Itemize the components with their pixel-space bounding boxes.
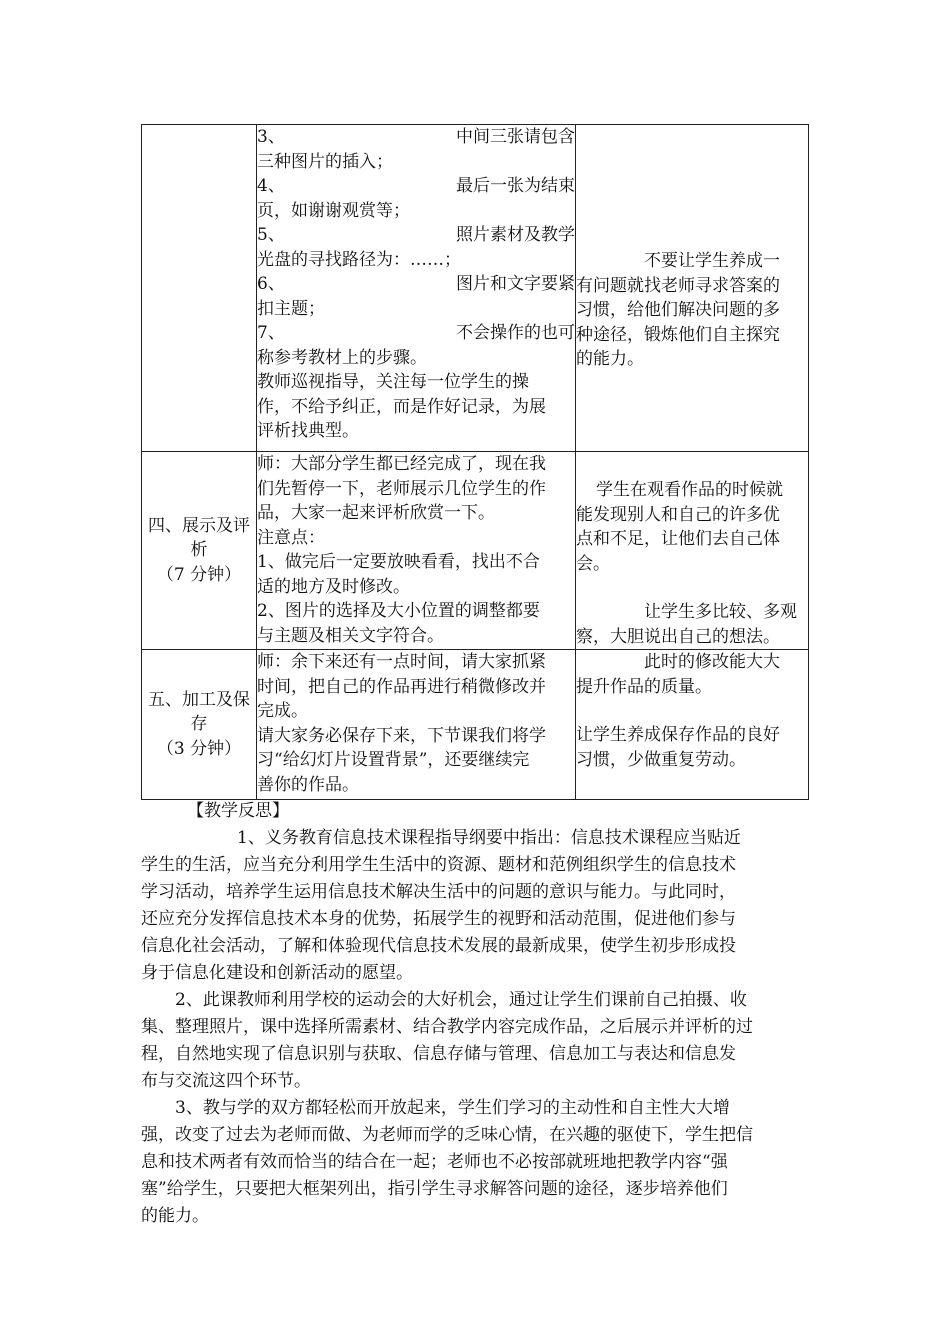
activity-line: 请大家务必保存下来，下节课我们将学 <box>257 725 546 746</box>
note-cell <box>576 452 809 650</box>
stage-title: 析 <box>190 540 208 561</box>
note-line: 的能力。 <box>576 349 644 369</box>
note-line: 能发现别人和自己的许多优 <box>576 504 780 525</box>
table-row <box>142 452 809 650</box>
paragraph <box>141 825 811 987</box>
lesson-plan-table <box>141 124 809 800</box>
text-line: 程，自然地实现了信息识别与获取、信息存储与管理、信息加工与表达和信息发 <box>141 1044 736 1064</box>
activity-line: 习“给幻灯片设置背景”，还要继续完 <box>257 750 530 770</box>
text-line: 信息化社会活动，了解和体验现代信息技术发展的最新成果，使学生初步形成投 <box>141 936 736 956</box>
note-line: 此时的修改能大大 <box>644 652 780 672</box>
text-line: 的能力。 <box>141 1206 209 1226</box>
activity-line: 时间，把自己的作品再进行稍微修改并 <box>257 676 546 697</box>
text-line: 集、整理照片，课中选择所需素材、结合教学内容完成作品，之后展示并评析的过 <box>141 1017 753 1037</box>
activity-line: 们先暂停一下，老师展示几位学生的作 <box>257 478 546 499</box>
activity-line: 1、做完后一定要放映看看，找出不合 <box>257 552 540 572</box>
text-line: 息和技术两者有效而恰当的结合在一起；老师也不必按部就班地把教学内容“强 <box>141 1152 728 1172</box>
activity-cell <box>257 452 576 650</box>
table-row <box>142 650 809 800</box>
note-line: 提升作品的质量。 <box>576 676 712 697</box>
text-line: 3、教与学的双方都轻松而开放起来，学生们学习的主动性和自主性大大增 <box>175 1098 730 1118</box>
note-line: 种途径，锻炼他们自主探究 <box>576 324 780 345</box>
activity-line: 三种图片的插入； <box>257 151 393 172</box>
section-title: 【教学反思】 <box>187 801 289 821</box>
stage-title: 存 <box>190 714 208 735</box>
text-line: 1、义务教育信息技术课程指导纲要中指出：信息技术课程应当贴近 <box>237 828 741 848</box>
activity-cell <box>257 650 576 800</box>
activity-line: 品，大家一起来评析欣赏一下。 <box>257 503 495 523</box>
text-line: 塞”给学生，只要把大框架列出，指引学生寻求解答问题的途径，逐步培养他们 <box>141 1179 728 1199</box>
text-line: 学习活动，培养学生运用信息技术解决生活中的问题的意识与能力。与此同时， <box>141 882 736 902</box>
activity-line: 扣主题； <box>257 298 325 319</box>
activity-line: 4、 最后一张为结束 <box>257 176 575 196</box>
note-cell <box>576 125 809 452</box>
note-line: 会。 <box>576 553 610 574</box>
teaching-reflection <box>141 798 811 1230</box>
activity-line: 与主题及相关文字符合。 <box>257 625 444 646</box>
note-line: 习惯，给他们解决问题的多 <box>576 300 780 320</box>
activity-line: 教师巡视指导，关注每一位学生的操 <box>257 372 529 392</box>
note-line: 有问题就找老师寻求答案的 <box>576 275 780 296</box>
activity-line: 师：余下来还有一点时间，请大家抓紧 <box>257 652 546 672</box>
text-line: 2、此课教师利用学校的运动会的大好机会，通过让学生们课前自己拍摄、收 <box>175 990 747 1010</box>
activity-line: 光盘的寻找路径为：……； <box>257 249 461 270</box>
activity-line: 师：大部分学生都已经完成了，现在我 <box>257 454 546 474</box>
stage-title: 五、加工及保 <box>148 689 250 710</box>
activity-line: 注意点： <box>257 527 325 548</box>
activity-line: 评析找典型。 <box>257 421 359 441</box>
activity-line: 称参考教材上的步骤。 <box>257 347 427 368</box>
note-line: 让学生养成保存作品的良好 <box>576 725 780 745</box>
stage-duration: （3 分钟） <box>156 738 242 759</box>
activity-line: 作，不给予纠正，而是作好记录，为展 <box>257 396 546 417</box>
text-line: 布与交流这四个环节。 <box>141 1071 311 1091</box>
note-line: 点和不足，让他们去自己体 <box>576 529 780 549</box>
text-line: 还应充分发挥信息技术本身的优势，拓展学生的视野和活动范围，促进他们参与 <box>141 909 736 929</box>
note-line: 习惯，少做重复劳动。 <box>576 749 746 770</box>
activity-line: 页，如谢谢观赏等； <box>257 200 410 221</box>
stage-cell <box>142 650 257 800</box>
activity-cell <box>257 125 576 452</box>
activity-line: 适的地方及时修改。 <box>257 576 410 597</box>
stage-cell <box>142 125 257 452</box>
activity-line: 6、 图片和文字要紧 <box>257 274 575 294</box>
activity-line: 2、图片的选择及大小位置的调整都要 <box>257 601 540 621</box>
note-line: 察，大胆说出自己的想法。 <box>576 626 780 647</box>
paragraph <box>141 1095 811 1230</box>
text-line: 学生的生活，应当充分利用学生生活中的资源、题材和范例组织学生的信息技术 <box>141 855 736 875</box>
stage-cell <box>142 452 257 650</box>
table-row <box>142 125 809 452</box>
note-line: 让学生多比较、多观 <box>644 602 797 622</box>
text-line: 身于信息化建设和创新活动的愿望。 <box>141 963 413 983</box>
spacer <box>576 699 808 723</box>
text-line: 强，改变了过去为老师而做、为老师而学的乏味心情，在兴趣的驱使下，学生把信 <box>141 1125 753 1145</box>
note-line: 学生在观看作品的时候就 <box>596 480 783 500</box>
note-line: 不要让学生养成一 <box>644 251 780 271</box>
activity-line: 7、 不会操作的也可 <box>257 323 575 343</box>
note-cell <box>576 650 809 800</box>
stage-title: 四、展示及评 <box>148 515 250 536</box>
activity-line: 完成。 <box>257 701 308 721</box>
stage-duration: （7 分钟） <box>156 564 242 585</box>
activity-line: 3、 中间三张请包含 <box>257 127 575 147</box>
spacer <box>576 576 808 600</box>
activity-line: 善你的作品。 <box>257 774 359 795</box>
paragraph <box>141 987 811 1095</box>
activity-line: 5、 照片素材及教学 <box>257 225 575 245</box>
